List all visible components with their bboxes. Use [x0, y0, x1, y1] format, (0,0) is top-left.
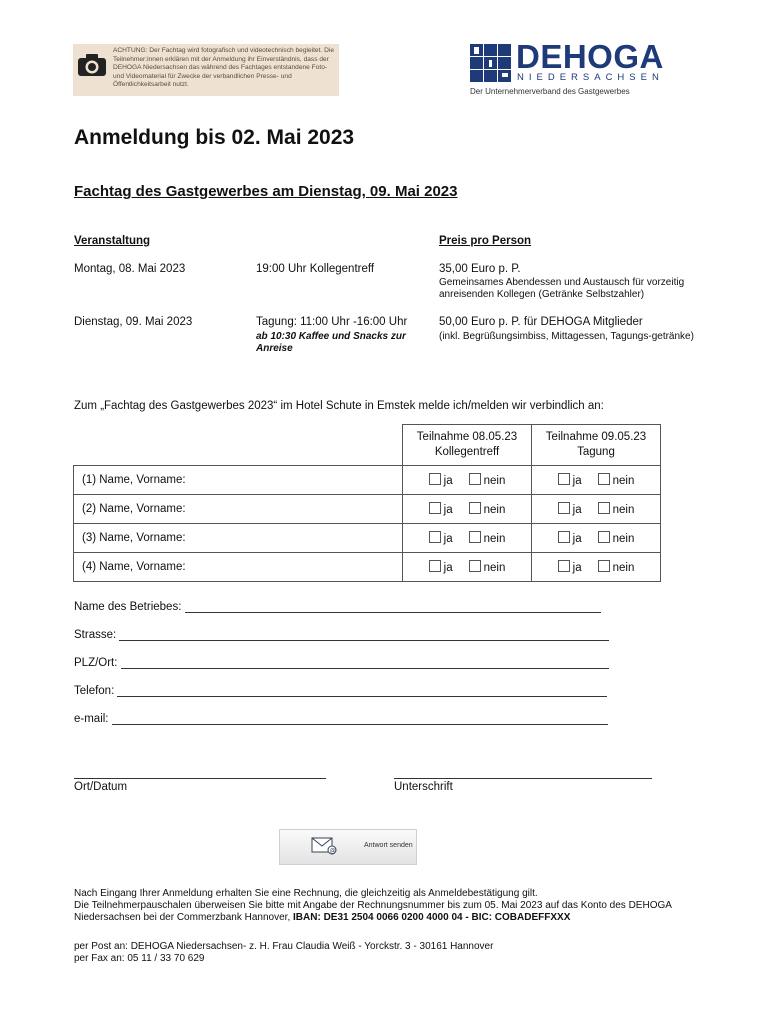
checkbox-ja[interactable]: ja — [429, 504, 453, 516]
participant-name-cell[interactable]: (2) Name, Vorname: — [74, 495, 403, 524]
envelope-icon — [311, 837, 337, 855]
schedule-date: Dienstag, 09. Mai 2023 — [74, 316, 193, 328]
strasse-input[interactable] — [119, 628, 609, 641]
schedule-price: 50,00 Euro p. P. für DEHOGA Mitglieder — [439, 316, 643, 328]
checkbox-ja[interactable]: ja — [429, 562, 453, 574]
footer-info — [74, 888, 714, 924]
table-row — [74, 524, 661, 553]
page-title: Anmeldung bis 02. Mai 2023 — [74, 126, 355, 149]
schedule-date: Montag, 08. Mai 2023 — [74, 263, 186, 275]
checkbox-nein[interactable]: nein — [469, 533, 506, 545]
participant-name-cell[interactable]: (4) Name, Vorname: — [74, 553, 403, 582]
checkbox-nein[interactable]: nein — [469, 562, 506, 574]
checkbox-ja[interactable]: ja — [558, 562, 582, 574]
field-betrieb — [74, 600, 601, 613]
bank-details: IBAN: DE31 2504 0066 0200 4000 04 - BIC: COBADEFFXXX — [293, 912, 571, 923]
svg-text:@: @ — [329, 847, 336, 855]
photo-notice — [73, 44, 339, 96]
schedule-price-note: (inkl. Begrüßungsimbiss, Mittagessen, Tagungs-getränke) — [439, 331, 694, 342]
schedule-event: 19:00 Uhr Kollegentreff — [256, 263, 375, 275]
send-answer-label: Antwort senden — [364, 842, 413, 849]
dehoga-logo-icon — [470, 44, 512, 82]
field-email — [74, 712, 608, 725]
checkbox-ja[interactable]: ja — [558, 504, 582, 516]
checkbox-nein[interactable]: nein — [598, 562, 635, 574]
place-date-line[interactable] — [74, 778, 326, 779]
table-row — [74, 553, 661, 582]
plz-input[interactable] — [121, 656, 609, 669]
field-strasse — [74, 628, 609, 641]
logo-region: NIEDERSACHSEN — [517, 72, 664, 83]
field-plz-label: PLZ/Ort: — [74, 657, 118, 669]
schedule-event: Tagung: 11:00 Uhr -16:00 Uhr — [256, 316, 408, 328]
schedule-price: 35,00 Euro p. P. — [439, 263, 521, 275]
schedule-price-heading: Preis pro Person — [439, 235, 532, 247]
email-input[interactable] — [112, 712, 608, 725]
logo-wordmark: DEHOGA — [516, 38, 664, 75]
send-answer-button[interactable] — [279, 829, 417, 865]
col-tagung: Teilnahme 09.05.23 Tagung — [532, 425, 661, 466]
field-email-label: e-mail: — [74, 713, 109, 725]
signature-line[interactable] — [394, 778, 652, 779]
checkbox-ja[interactable]: ja — [429, 533, 453, 545]
signature-label: Unterschrift — [394, 781, 453, 793]
registration-intro: Zum „Fachtag des Gastgewerbes 2023“ im Hotel Schute in Emstek melde ich/melden wir verbindlich an: — [74, 400, 604, 412]
logo-tagline: Der Unternehmerverband des Gastgewerbes — [470, 87, 630, 96]
checkbox-nein[interactable]: nein — [598, 504, 635, 516]
field-plz — [74, 656, 609, 669]
footer-line-3: Niedersachsen bei der Commerzbank Hannover, — [74, 912, 291, 923]
checkbox-ja[interactable]: ja — [558, 475, 582, 487]
checkbox-nein[interactable]: nein — [469, 475, 506, 487]
table-row — [74, 495, 661, 524]
checkbox-ja[interactable]: ja — [558, 533, 582, 545]
schedule-price-note: Gemeinsames Abendessen und Austausch für vorzeitig anreisenden Kollegen (Getränke Selbstzahler) — [439, 277, 685, 300]
col-kollegentreff: Teilnahme 08.05.23 Kollegentreff — [403, 425, 532, 466]
place-date-label: Ort/Datum — [74, 781, 128, 793]
checkbox-ja[interactable]: ja — [429, 475, 453, 487]
checkbox-nein[interactable]: nein — [598, 475, 635, 487]
field-betrieb-label: Name des Betriebes: — [74, 601, 182, 613]
field-strasse-label: Strasse: — [74, 629, 117, 641]
schedule-event-heading: Veranstaltung — [74, 235, 151, 247]
telefon-input[interactable] — [117, 684, 607, 697]
registration-table — [73, 424, 661, 582]
footer-line-1: Nach Eingang Ihrer Anmeldung erhalten Sie eine Rechnung, die gleichzeitig als Anmeldebestätigung gilt. — [74, 888, 538, 899]
photo-notice-text: ACHTUNG: Der Fachtag wird fotografisch und videotechnisch begleitet. Die Teilnehmer:innen erklären mit der Anmeldung ihr Einverständnis, dass der DEHOGA Niedersachsen das während des Fachtages entstandene Foto- und Videomaterial für Zwecke der verbandlichen Presse- und Öffentlichkeitsarbeit nutzt. — [113, 47, 334, 89]
footer-line-2: Die Teilnehmerpauschalen überweisen Sie bitte mit Angabe der Rechnungsnummer bis zum 05. Mai 2023 auf das Konto des DEHOGA — [74, 900, 672, 911]
field-telefon — [74, 684, 607, 697]
registration-header-row — [74, 425, 661, 466]
page-subtitle: Fachtag des Gastgewerbes am Dienstag, 09. Mai 2023 — [74, 183, 458, 200]
participant-name-cell[interactable]: (3) Name, Vorname: — [74, 524, 403, 553]
postal-address: per Post an: DEHOGA Niedersachsen- z. H. Frau Claudia Weiß - Yorckstr. 3 - 30161 Hannover — [74, 941, 494, 952]
table-row — [74, 466, 661, 495]
fax-number: per Fax an: 05 11 / 33 70 629 — [74, 953, 205, 964]
camera-icon — [77, 52, 107, 78]
participant-name-cell[interactable]: (1) Name, Vorname: — [74, 466, 403, 495]
checkbox-nein[interactable]: nein — [598, 533, 635, 545]
checkbox-nein[interactable]: nein — [469, 504, 506, 516]
schedule-event-note: ab 10:30 Kaffee und Snacks zur Anreise — [256, 331, 406, 354]
field-telefon-label: Telefon: — [74, 685, 115, 697]
betrieb-input[interactable] — [185, 600, 601, 613]
